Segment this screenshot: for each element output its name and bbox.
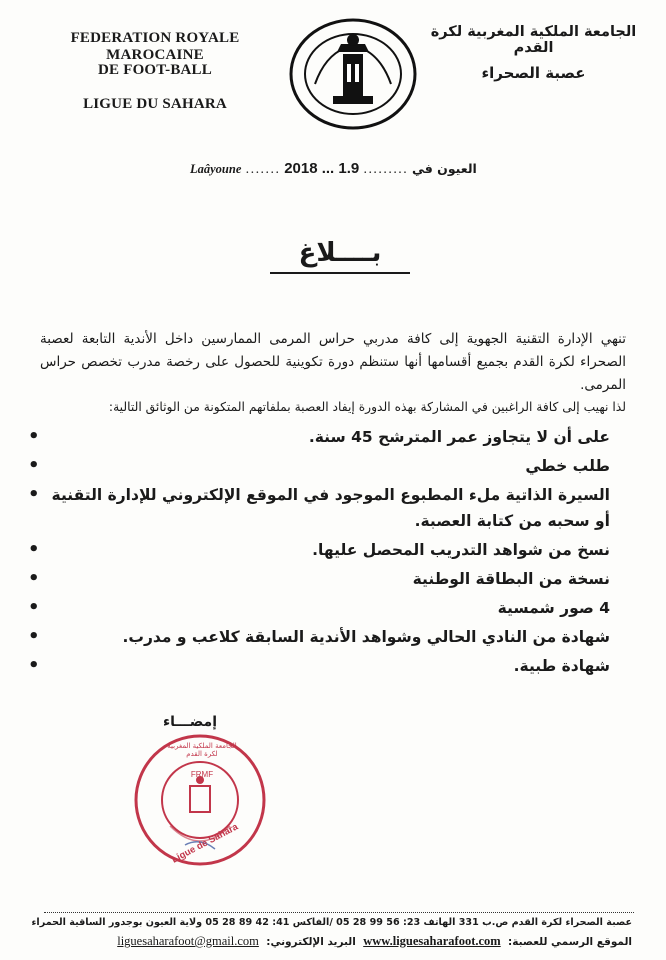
stamp-inner-text: Ligue de Sahara [170,821,240,866]
dateline-city-ar: العيون في [411,161,477,176]
dateline: Laâyoune ....... 2018 ... 1.9 ......... العيون في [190,160,477,177]
intro-paragraph-1: تنهي الإدارة التقنية الجهوية إلى كافة مدربي حراس المرمى الممارسين داخل الأندية التابعة لعصبة الصحراء لكرة القدم بجميع أقسامها أنها ستنظم دورة تكوينية للحصول على رخصة مدرب تخصص حراس المرمى. [40,331,626,393]
footer-address: عصبة الصحراء لكرة القدم ص.ب 331 الهاتف 23: 56 99 28 05 /الفاكس 41: 42 89 28 05 ولاية العيون بوجدور الساقية الحمراء [31,917,632,928]
header-fr-line1: FEDERATION ROYALE MAROCAINE [70,30,240,63]
list-item: • نسخ من شواهد التدريب المحصل عليها. [28,539,610,560]
list-item: • نسخة من البطاقة الوطنية [28,568,610,589]
header-ar-line1: الجامعة الملكية المغربية لكرة القدم [430,24,637,56]
page-title: بــــلاغ [298,238,382,268]
footer-email-label: البريد الإلكتروني: [266,936,356,948]
header-fr-line2: DE FOOT-BALL [98,62,212,78]
footer-site-label: الموقع الرسمي للعصبة: [508,936,632,948]
federation-logo [287,14,419,132]
signature-label: إمضـــاء [162,714,218,730]
footer-site-link[interactable]: www.liguesaharafoot.com [363,934,501,948]
title-underline [270,272,410,274]
header-fr-line3: LIGUE DU SAHARA [83,96,227,112]
footer-contact [60,934,632,949]
footer-email-link[interactable]: liguesaharafoot@gmail.com [117,934,259,948]
footer-divider [44,912,634,913]
header-ar-line2: عصبة الصحراء [481,64,586,82]
intro-paragraph-2: لذا نهيب إلى كافة الراغبين في المشاركة بهذه الدورة إيفاد العصبة بملفاتهم المتكونة من الوثائق التالية: [108,400,626,414]
list-item: • 4 صور شمسية [28,597,610,618]
list-item: • السيرة الذاتية ملء المطبوع الموجود في الموقع الإلكتروني للإدارة التقنية أو سحبه من كتابة العصبة. [28,484,610,530]
stamp-center-text: FRMF [190,770,214,779]
list-item: • شهادة من النادي الحالي وشواهد الأندية السابقة كلاعب و مدرب. [28,626,610,647]
list-item: • على أن لا يتجاوز عمر المترشح 45 سنة. [28,426,610,447]
dateline-date: 2018 ... 1.9 [284,160,360,177]
list-item: • شهادة طبية. [28,655,610,676]
documents-list [28,424,610,682]
dateline-city-fr: Laâyoune [190,162,242,176]
list-item: • طلب خطي [28,455,610,476]
stamp-outer-text: الجامعة الملكية المغربية لكرة القدم [167,742,237,758]
